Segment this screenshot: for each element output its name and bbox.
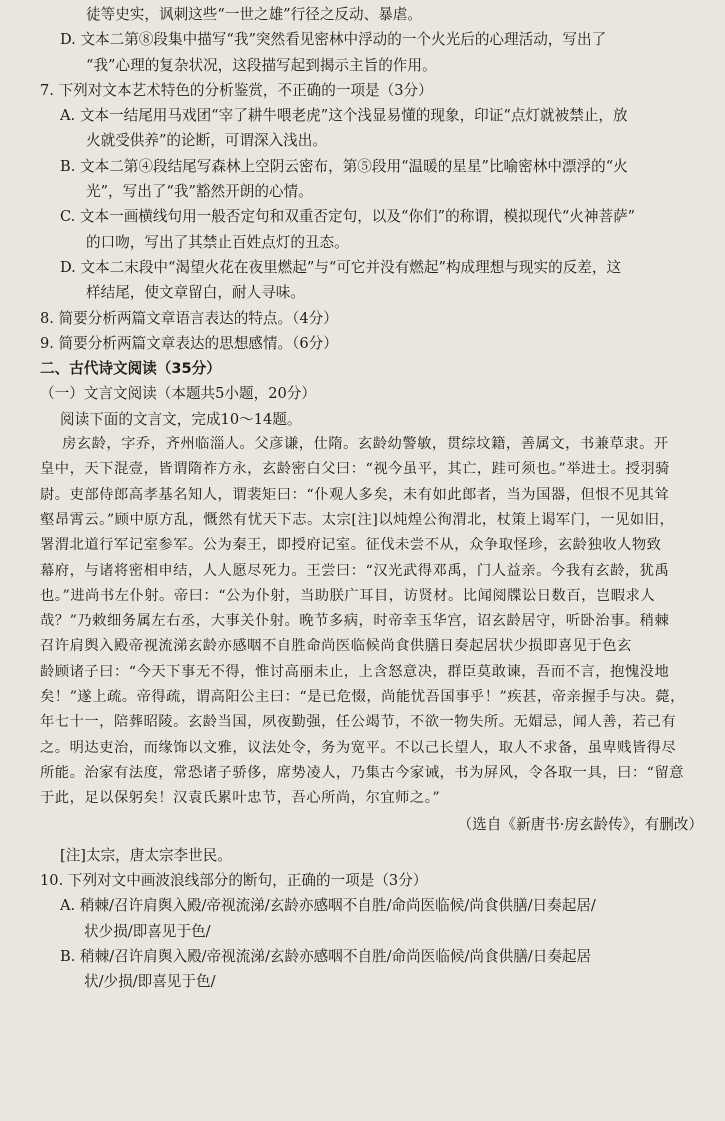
q6-option-d: D. 文本二第⑧段集中描写“我”突然看见密林中浮动的一个火光后的心理活动，写出了 [60, 31, 607, 49]
passage-line: 哉？”乃敕细务属左右丞，大事关仆射。晚节多病，时帝幸玉华宫，诏玄龄居守，听卧治事。稍棘 [40, 613, 670, 630]
q8-stem: 8. 简要分析两篇文章语言表达的特点。（4分） [40, 309, 338, 327]
passage-line: 于此，足以保躬矣！汉袁氏累叶忠节，吾心所尚，尔宜师之。” [40, 790, 441, 807]
passage-line: 尉。吏部侍郎高孝基名知人，谓裴矩曰：“仆观人多矣，未有如此郎者，当为国器，但恨不见其耸 [40, 486, 670, 503]
q10-option-b: B. 稍棘/召许肩舆入殿/帝视流涕/玄龄亦感咽不自胜/命尚医临候/尚食供膳/日奏起居 [60, 947, 592, 965]
passage-line: 龄顾诸子曰：“今天下事无不得，惟讨高丽未止，上含怒意决，群臣莫敢谏，吾而不言，抱愧没地 [40, 663, 670, 680]
passage-line: 房玄龄，字乔，齐州临淄人。父彦谦，仕隋。玄龄幼警敏，贯综坟籍，善属文，书兼草隶。开 [62, 436, 669, 453]
q7-option-b: B. 文本二第④段结尾写森林上空阴云密布，第⑤段用“温暖的星星”比喻密林中漂浮的“火 [60, 157, 628, 175]
q7-option-d-cont: 样结尾，使文章留白，耐人寻味。 [86, 284, 305, 302]
q10-stem: 10. 下列对文中画波浪线部分的断句，正确的一项是（3分） [40, 872, 428, 890]
passage-line: 幕府，与诸将密相申结，人人愿尽死力。王尝曰：“汉光武得邓禹，门人益亲。今我有玄龄，犹禹 [40, 562, 670, 579]
passage-line: 所能。治家有法度，常恐诸子骄侈，席势凌人，乃集古今家诫，书为屏风，令各取一具，曰：“留意 [40, 764, 685, 781]
passage-source: （选自《新唐书·房玄龄传》，有删改） [457, 815, 703, 833]
passage-line: 之。明达吏治，而缘饰以文雅，议法处令，务为宽平。不以己长望人，取人不求备，虽卑贱皆得尽 [40, 739, 677, 756]
q10-option-a-cont: 状少损/即喜见于色/ [84, 922, 211, 940]
q7-option-a-cont: 火就受供养”的论断，可谓深入浅出。 [86, 132, 327, 150]
q10-option-b-cont: 状/少损/即喜见于色/ [84, 973, 216, 991]
q7-option-a: A. 文本一结尾用马戏团“宰了耕牛喂老虎”这个浅显易懂的现象，印证“点灯就被禁止，放 [60, 107, 628, 125]
passage-line: 也。”进尚书左仆射。帝曰：“公为仆射，当助朕广耳目，访贤材。比闻阅牒讼日数百，岂暇求人 [40, 587, 656, 604]
passage-line: 署渭北道行军记室参军。公为秦王，即授府记室。征伐未尝不从，众争取怪珍，玄龄独收人物致 [40, 537, 662, 554]
passage-line: 皇中，天下混壹，皆谓隋祚方永，玄龄密白父曰：“视今虽平，其亡，跬可须也。”举进士。授羽骑 [40, 461, 670, 478]
q7-option-c: C. 文本一画横线句用一般否定句和双重否定句，以及“你们”的称谓，模拟现代“火神菩萨” [60, 208, 636, 226]
q9-stem: 9. 简要分析两篇文章表达的思想感情。（6分） [40, 334, 338, 352]
footnote: [注]太宗，唐太宗李世民。 [60, 846, 232, 864]
q7-option-c-cont: 的口吻，写出了其禁止百姓点灯的丑态。 [86, 233, 349, 251]
reading-instruction: 阅读下面的文言文，完成10～14题。 [60, 410, 302, 428]
passage-line: 召许肩舆入殿帝视流涕玄龄亦感咽不自胜命尚医临候尚食供膳日奏起居状少损即喜见于色玄 [40, 638, 632, 655]
q7-option-b-cont: 光”，写出了“我”豁然开朗的心情。 [86, 183, 313, 201]
passage-line: 年七十一，陪葬昭陵。玄龄当国，夙夜勤强，任公竭节，不欲一物失所。无媢忌，闻人善，若己有 [40, 714, 677, 731]
passage-line: 壑昂霄云。”顾中原方乱，慨然有忧天下志。太宗[注]以炖煌公徇渭北，杖策上谒军门，一见如旧， [40, 511, 675, 528]
q10-option-a: A. 稍棘/召许肩舆入殿/帝视流涕/玄龄亦感咽不自胜/命尚医临候/尚食供膳/日奏起居/ [60, 897, 596, 915]
q6-option-d-cont: “我”心理的复杂状况，这段描写起到揭示主旨的作用。 [86, 56, 437, 74]
subsection-heading: （一）文言文阅读（本题共5小题，20分） [40, 385, 316, 403]
q7-stem: 7. 下列对文本艺术特色的分析鉴赏，不正确的一项是（3分） [40, 81, 433, 99]
q7-option-d: D. 文本二末段中“渴望火花在夜里燃起”与“可它并没有燃起”构成理想与现实的反差，这 [60, 258, 622, 276]
q6-continuation: 徒等史实，讽刺这些“一世之雄”行径之反动、暴虐。 [86, 6, 422, 23]
section-heading: 二、古代诗文阅读（35分） [40, 360, 221, 378]
passage-line: 矣！”遂上疏。帝得疏，谓高阳公主曰：“是已危惙，尚能忧吾国事乎！”疾甚，帝亲握手与决。薨， [40, 689, 685, 706]
classical-passage [40, 432, 709, 811]
